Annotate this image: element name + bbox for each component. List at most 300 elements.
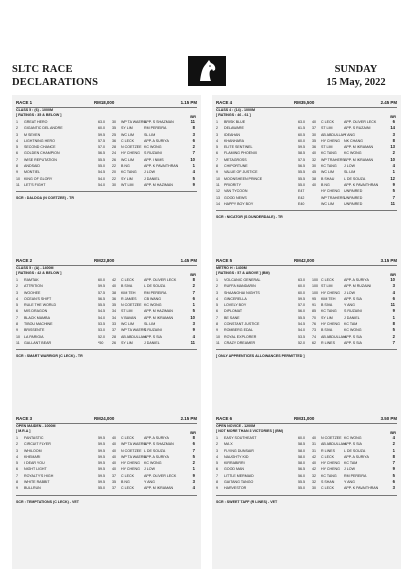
horse-weight: 56.5 (298, 164, 305, 169)
trainer-name: APP. OLIVER LECK (144, 278, 177, 282)
jockey-name: WP TA WAERS (121, 328, 146, 333)
race-time: 1.45 PM (180, 258, 197, 263)
horse-weight: 53.5 (98, 322, 105, 327)
horse-number: 5 (216, 303, 218, 308)
horse-head-logo-icon (188, 56, 226, 86)
horse-weight: 56.5 (298, 467, 305, 472)
horse-weight: 60.0 (298, 436, 305, 440)
trainer-name: J LOW (144, 467, 155, 472)
jockey-name: AB ABDULLAH (321, 334, 346, 339)
horse-name: BRISSENTE (24, 328, 45, 333)
trainer-name: J LOW (344, 467, 355, 472)
jockey-name: AB ABDULLAH (321, 132, 346, 137)
horse-rating: 40 (312, 461, 316, 466)
horse-rating: 76 (312, 322, 316, 327)
trainer-name: APP. M IKRAMAN (144, 315, 174, 320)
horse-number: 2 (16, 284, 18, 289)
horse-weight: 52.0 (98, 334, 105, 339)
jockey-name: C LECK (121, 486, 134, 491)
trainer-name: KC TAM (344, 461, 358, 466)
barrier-number: 1 (192, 302, 195, 308)
horse-rating: 28 (112, 334, 116, 339)
race-number: RACE 3 (16, 416, 33, 421)
barrier-number: 1 (392, 314, 395, 320)
horse-number: 6 (216, 151, 218, 156)
horse-name: LIGHTNING HERO (24, 138, 55, 143)
barrier-number: 2 (192, 283, 195, 289)
table-row (16, 182, 197, 188)
barrier-number: 5 (192, 453, 195, 459)
horse-rating: 35 (312, 138, 316, 143)
race-purse: RM35,500 (294, 100, 315, 105)
horse-number: 8 (16, 322, 18, 327)
horse-rating: 33 (112, 322, 116, 327)
barrier-number: 10 (190, 314, 195, 320)
jockey-name: KIM TEH (121, 290, 136, 295)
barrier-column-label: BR (390, 272, 396, 277)
trainer-name: APP. OLIVER LECK (144, 473, 177, 478)
table-row (216, 201, 397, 207)
horse-weight: 55.0 (98, 164, 105, 169)
trainer-name: APP. K PAVAITHRAN (344, 486, 379, 491)
horse-weight: 59.5 (98, 454, 105, 459)
jockey-name: HY CHENG (321, 322, 340, 327)
trainer-name: L DE SOUZA (144, 284, 166, 289)
barrier-number: 8 (392, 453, 395, 459)
horse-name: VALUE OF JUSTICE (224, 170, 258, 175)
jockey-name: C LECK (321, 454, 334, 459)
horse-number: 9 (216, 328, 218, 333)
trainer-name: KC WONG (344, 151, 362, 156)
horse-weight: 55.5 (298, 176, 305, 181)
jockey-name: B NG (121, 164, 130, 169)
horse-rating: 37 (112, 473, 116, 478)
horse-weight: 59.5 (98, 480, 105, 485)
barrier-column-label: BR (190, 430, 196, 435)
horse-number: 4 (216, 138, 218, 143)
barrier-number: 4 (392, 163, 395, 169)
jockey-name: HY CHENG (121, 461, 140, 466)
horse-number: 8 (216, 480, 218, 485)
horse-weight: 63.0 (298, 278, 305, 282)
horse-name: MOONSHEEN PRINCE (224, 176, 263, 181)
barrier-number: 7 (192, 150, 195, 156)
race-class-block (16, 424, 56, 434)
barrier-column-label: BR (390, 114, 396, 119)
entries-list (216, 277, 397, 346)
jockey-name: WP TRAHERS (321, 195, 345, 200)
horse-name: NAUGHTY KID (224, 454, 249, 459)
barrier-number: 3 (192, 321, 195, 327)
horse-number: 1 (216, 120, 218, 124)
barrier-number: 6 (392, 479, 395, 485)
horse-rating: 36 (112, 296, 116, 301)
race-purse: RM24,000 (94, 416, 115, 421)
horse-weight: 55.0 (298, 486, 305, 491)
trainer-name: KC WONG (144, 461, 162, 466)
barrier-number: 8 (392, 321, 395, 327)
barrier-number: 11 (190, 119, 195, 124)
horse-rating: 24 (112, 151, 116, 156)
trainer-name: RM PEREIRA (144, 290, 167, 295)
horse-name: BULLRUN (24, 486, 41, 491)
barrier-number: 7 (392, 194, 395, 200)
horse-weight: 59.5 (98, 448, 105, 453)
race-header (216, 257, 397, 265)
horse-number: 2 (216, 126, 218, 131)
race-header (16, 415, 197, 423)
horse-number: 8 (216, 164, 218, 169)
horse-weight: 53.0 (98, 328, 105, 333)
horse-name: NIGHT LIGHT (24, 467, 47, 472)
horse-number: 8 (16, 480, 18, 485)
horse-weight: 55.5 (298, 480, 305, 485)
horse-name: BE SANE (224, 315, 240, 320)
trainer-name: APP. S SHAZMAN (144, 120, 174, 124)
horse-name: VAN TYCOON (224, 189, 248, 194)
horse-rating: 25 (112, 132, 116, 137)
trainer-name: APP. A SURIYA (144, 454, 169, 459)
scratching-note: SCR : NICATOR (S DUNDERDALE) - TR (216, 215, 283, 220)
trainer-name: APP. A SURIYA (144, 436, 169, 440)
horse-number: 7 (16, 473, 18, 478)
horse-weight: 58.0 (298, 454, 305, 459)
jockey-name: WP TA WAERS (121, 454, 146, 459)
horse-number: 5 (16, 145, 18, 150)
horse-name: MIS DRAGON (24, 309, 48, 314)
barrier-number: 3 (392, 131, 395, 137)
barrier-number: 7 (192, 289, 195, 295)
jockey-name: N COETZEE (121, 448, 142, 453)
trainer-name: S RUZAINI (344, 309, 362, 314)
trainer-name: APP. A SURIYA (344, 278, 369, 282)
jockey-name: HY CHENG (321, 461, 340, 466)
barrier-number: 11 (190, 339, 195, 345)
horse-number: 6 (16, 309, 18, 314)
trainer-name: APP. I NIMS (144, 157, 164, 162)
barrier-number: 9 (392, 466, 395, 472)
entries-list (16, 277, 197, 346)
horse-number: 4 (16, 138, 18, 143)
horse-weight: 61.5 (298, 126, 305, 131)
horse-name: WISE REPUTATION (24, 157, 57, 162)
trainer-name: APP. S SIA (344, 340, 362, 345)
barrier-number: 3 (192, 131, 195, 137)
horse-number: 6 (216, 467, 218, 472)
trainer-name: KC WONG (344, 328, 362, 333)
horse-weight: 59.5 (98, 473, 105, 478)
horse-rating: 36 (312, 145, 316, 150)
horse-weight: 58.0 (298, 448, 305, 453)
barrier-number: 5 (392, 327, 395, 333)
horse-rating: 70 (312, 315, 316, 320)
horse-rating: 42 (312, 467, 316, 472)
barrier-number: 3 (192, 479, 195, 485)
horse-rating: 40 (112, 442, 116, 447)
horse-rating: 45 (312, 170, 316, 175)
horse-weight: 57.5 (98, 138, 105, 143)
horse-weight: *50 (98, 340, 104, 345)
jockey-name: SY LIM (121, 340, 133, 345)
horse-rating: 40 (112, 467, 116, 472)
horse-number: 9 (16, 170, 18, 175)
race-rating: [ RATINGS : 35 & BELOW ] (16, 113, 62, 117)
horse-weight: E42 (298, 195, 305, 200)
divider (216, 210, 397, 211)
race-card (212, 411, 401, 569)
horse-weight: 63.0 (298, 120, 305, 124)
trainer-name: L DE SOUZA (144, 448, 166, 453)
horse-number: 11 (216, 182, 220, 187)
horse-number: 12 (216, 189, 220, 194)
horse-number: 2 (16, 442, 18, 447)
horse-weight: 60.0 (98, 126, 105, 131)
trainer-name: Y ANG (344, 132, 355, 137)
race-number: RACE 6 (216, 416, 233, 421)
horse-weight: 55.5 (298, 170, 305, 175)
barrier-number: 14 (390, 125, 395, 131)
horse-weight: 57.5 (98, 290, 105, 295)
entries-list (216, 119, 397, 207)
race-card (12, 95, 201, 253)
scratching-note: SCR : SMART WARRIOR (C LECK) - TR (16, 354, 83, 359)
barrier-number: 2 (392, 150, 395, 156)
jockey-name: C LECK (121, 138, 134, 143)
barrier-number: 10 (190, 156, 195, 162)
trainer-name: APP. K PAVAITHRAN (344, 182, 379, 187)
horse-number: 4 (16, 454, 18, 459)
horse-rating: 32 (312, 473, 316, 478)
horse-number: 10 (216, 334, 220, 339)
barrier-number: 13 (390, 144, 395, 150)
entries-list (216, 435, 397, 492)
horse-rating: 32 (312, 157, 316, 162)
title-line2: DECLARATIONS (12, 77, 99, 88)
horse-rating: 40 (312, 120, 316, 124)
horse-weight: 58.0 (298, 461, 305, 466)
horse-name: GALLANT BEAR (24, 340, 52, 345)
barrier-number: 2 (392, 333, 395, 339)
horse-rating: 34 (112, 315, 116, 320)
race-class: METRO H : 1400M (216, 266, 247, 270)
trainer-name: APP. S SIA (344, 334, 362, 339)
date-block (311, 63, 401, 89)
horse-rating: 30 (312, 486, 316, 491)
race-number: RACE 5 (216, 258, 233, 263)
race-header (216, 99, 397, 107)
barrier-number: 11 (390, 200, 395, 206)
jockey-name: HY CHENG (321, 290, 340, 295)
race-class-block (16, 266, 61, 276)
trainer-name: J DANIEL (144, 176, 160, 181)
barrier-number: 11 (390, 302, 395, 308)
race-rating: [ RATINGS : 42 & BELOW ] (16, 271, 62, 275)
horse-name: RAMTAK (24, 278, 39, 282)
trainer-name: S RUZAINI (144, 151, 162, 156)
jockey-name: HY CHENG (121, 467, 140, 472)
horse-number: 10 (16, 176, 20, 181)
horse-rating: 22 (112, 164, 116, 169)
horse-number: 7 (16, 315, 18, 320)
race-class-block (216, 266, 270, 276)
horse-rating: 42 (312, 454, 316, 459)
horse-weight: 59.5 (298, 145, 305, 150)
trainer-name: KC TAM (344, 322, 358, 327)
horse-name: LITTLE MERMAID (224, 473, 254, 478)
horse-name: DIPLOMAT (224, 309, 243, 314)
horse-name: GINCERELLA (224, 296, 247, 301)
day-label: SUNDAY (334, 64, 378, 75)
horse-weight: 56.5 (98, 151, 105, 156)
race-class: OPEN MAIDEN - 1000M (16, 424, 56, 428)
jockey-name: B SHAU (321, 176, 335, 181)
barrier-number: 4 (192, 485, 195, 491)
trainer-name: APP. OLIVER LECK (344, 120, 377, 124)
trainer-name: APP. M IKRAMAN (144, 486, 174, 491)
trainer-name: APP. A SURIYA (344, 454, 369, 459)
horse-name: GREAT HERO (24, 120, 48, 124)
trainer-name: SL LIM (344, 170, 356, 175)
horse-name: RULE THE WORLD (24, 303, 57, 308)
race-time: 3.50 PM (380, 416, 397, 421)
horse-weight: 59.5 (98, 436, 105, 440)
horse-weight: 58.5 (298, 151, 305, 156)
jockey-name: B SIVA (121, 284, 133, 289)
horse-weight: 54.5 (98, 309, 105, 314)
horse-name: WOOHEE (24, 290, 41, 295)
horse-weight: 55.5 (298, 315, 305, 320)
barrier-number: 2 (392, 441, 395, 447)
horse-rating: 38 (312, 176, 316, 181)
horse-weight: 60.0 (298, 290, 305, 295)
horse-weight: 54.0 (98, 182, 105, 187)
barrier-number: 9 (192, 181, 195, 187)
trainer-name: APP. S SIA (144, 334, 162, 339)
horse-name: GOLDEN CHAMPION (24, 151, 60, 156)
jockey-name: ST LIM (321, 126, 333, 131)
horse-name: ROYAL EXPLORER (224, 334, 257, 339)
barrier-number: 8 (192, 125, 195, 131)
horse-name: KING OF GLORY (24, 176, 53, 181)
jockey-name: R LINES (321, 340, 335, 345)
horse-weight: 52.0 (298, 340, 305, 345)
horse-rating: 73 (312, 328, 316, 333)
horse-number: 9 (216, 170, 218, 175)
horse-number: 9 (16, 328, 18, 333)
horse-name: FLAMING PHOENIX (224, 151, 258, 156)
horse-number: 13 (216, 195, 220, 200)
horse-weight: 57.0 (298, 303, 305, 308)
trainer-name: RM PEREIRA (144, 126, 167, 131)
date-label: 15 May, 2022 (326, 77, 386, 88)
horse-weight: 63.0 (98, 120, 105, 124)
horse-name: MA X (224, 442, 233, 447)
barrier-number: 5 (392, 472, 395, 478)
horse-name: VOLCANIC GENERAL (224, 278, 261, 282)
barrier-number: 5 (192, 308, 195, 314)
trainer-name: Y ANG (344, 480, 355, 485)
horse-rating: 40 (112, 284, 116, 289)
scratching-note: SCR : TEMPTATIONS (C LECK) - VET (16, 499, 79, 504)
horse-number: 7 (216, 473, 218, 478)
barrier-number: 8 (192, 435, 195, 440)
horse-number: 6 (16, 467, 18, 472)
trainer-name: CB WANG (144, 296, 162, 301)
horse-rating: 34 (112, 309, 116, 314)
race-time: 3.15 PM (380, 258, 397, 263)
horse-name: CRAZY DREAMER (224, 340, 256, 345)
horse-weight: 54.0 (98, 176, 105, 181)
trainer-name: SL LIM (144, 322, 156, 327)
barrier-number: 3 (392, 283, 395, 289)
horse-name: OCEAN'S SHIFT (24, 296, 52, 301)
horse-number: 1 (16, 278, 18, 282)
horse-weight: 59.5 (98, 284, 105, 289)
horse-name: WHITE RABBIT (24, 480, 50, 485)
barrier-number: 1 (392, 169, 395, 175)
barrier-number: 6 (392, 119, 395, 124)
horse-rating: 85 (312, 309, 316, 314)
horse-number: 1 (16, 120, 18, 124)
barrier-number: 4 (192, 169, 195, 175)
barrier-number: 4 (392, 289, 395, 295)
race-class-block (216, 108, 255, 118)
jockey-name: AB ABDULLAH (121, 334, 146, 339)
barrier-number: 4 (392, 435, 395, 440)
jockey-name: ST LIM (321, 145, 333, 150)
barrier-number: 5 (392, 188, 395, 194)
horse-name: KHEMARI (24, 454, 41, 459)
jockey-name: R LINES (321, 448, 335, 453)
horse-number: 1 (16, 436, 18, 440)
horse-name: TIBOU MACHINE (24, 322, 53, 327)
horse-rating: 35 (112, 480, 116, 485)
trainer-name: UNPAIRED (344, 195, 363, 200)
barrier-number: 8 (392, 137, 395, 143)
horse-number: 9 (16, 486, 18, 491)
horse-name: MONTIEL (24, 170, 40, 175)
horse-rating: 30 (312, 164, 316, 169)
barrier-number: 1 (192, 163, 195, 169)
horse-rating: 22 (112, 176, 116, 181)
divider (16, 191, 197, 192)
divider (216, 349, 397, 350)
horse-rating: 30 (112, 120, 116, 124)
entries-list (16, 119, 197, 188)
jockey-name: KC TANG (321, 164, 337, 169)
horse-rating: 40 (112, 454, 116, 459)
race-time: 1.15 PM (180, 100, 197, 105)
header (0, 0, 413, 90)
horse-number: 3 (216, 448, 218, 453)
horse-rating: 38 (112, 290, 116, 295)
horse-name: CONSTANT JUSTICE (224, 322, 260, 327)
trainer-name: APP. S SIA (344, 442, 362, 447)
horse-number: 9 (216, 486, 218, 491)
jockey-name: HY CHENG (321, 467, 340, 472)
race-purse: RM18,000 (94, 100, 115, 105)
race-class: CLASS 5 : (A) - 1400M (16, 266, 54, 270)
horse-number: 6 (16, 151, 18, 156)
jockey-name: C LECK (121, 473, 134, 478)
jockey-name: WP TRAHERS (321, 157, 345, 162)
horse-name: SHAANGHAI NIGHTS (224, 290, 260, 295)
horse-rating: 36 (112, 138, 116, 143)
jockey-name: SY LIM (321, 315, 333, 320)
horse-number: 10 (16, 334, 20, 339)
barrier-number: 9 (392, 308, 395, 314)
trainer-name: J DANIEL (344, 315, 360, 320)
